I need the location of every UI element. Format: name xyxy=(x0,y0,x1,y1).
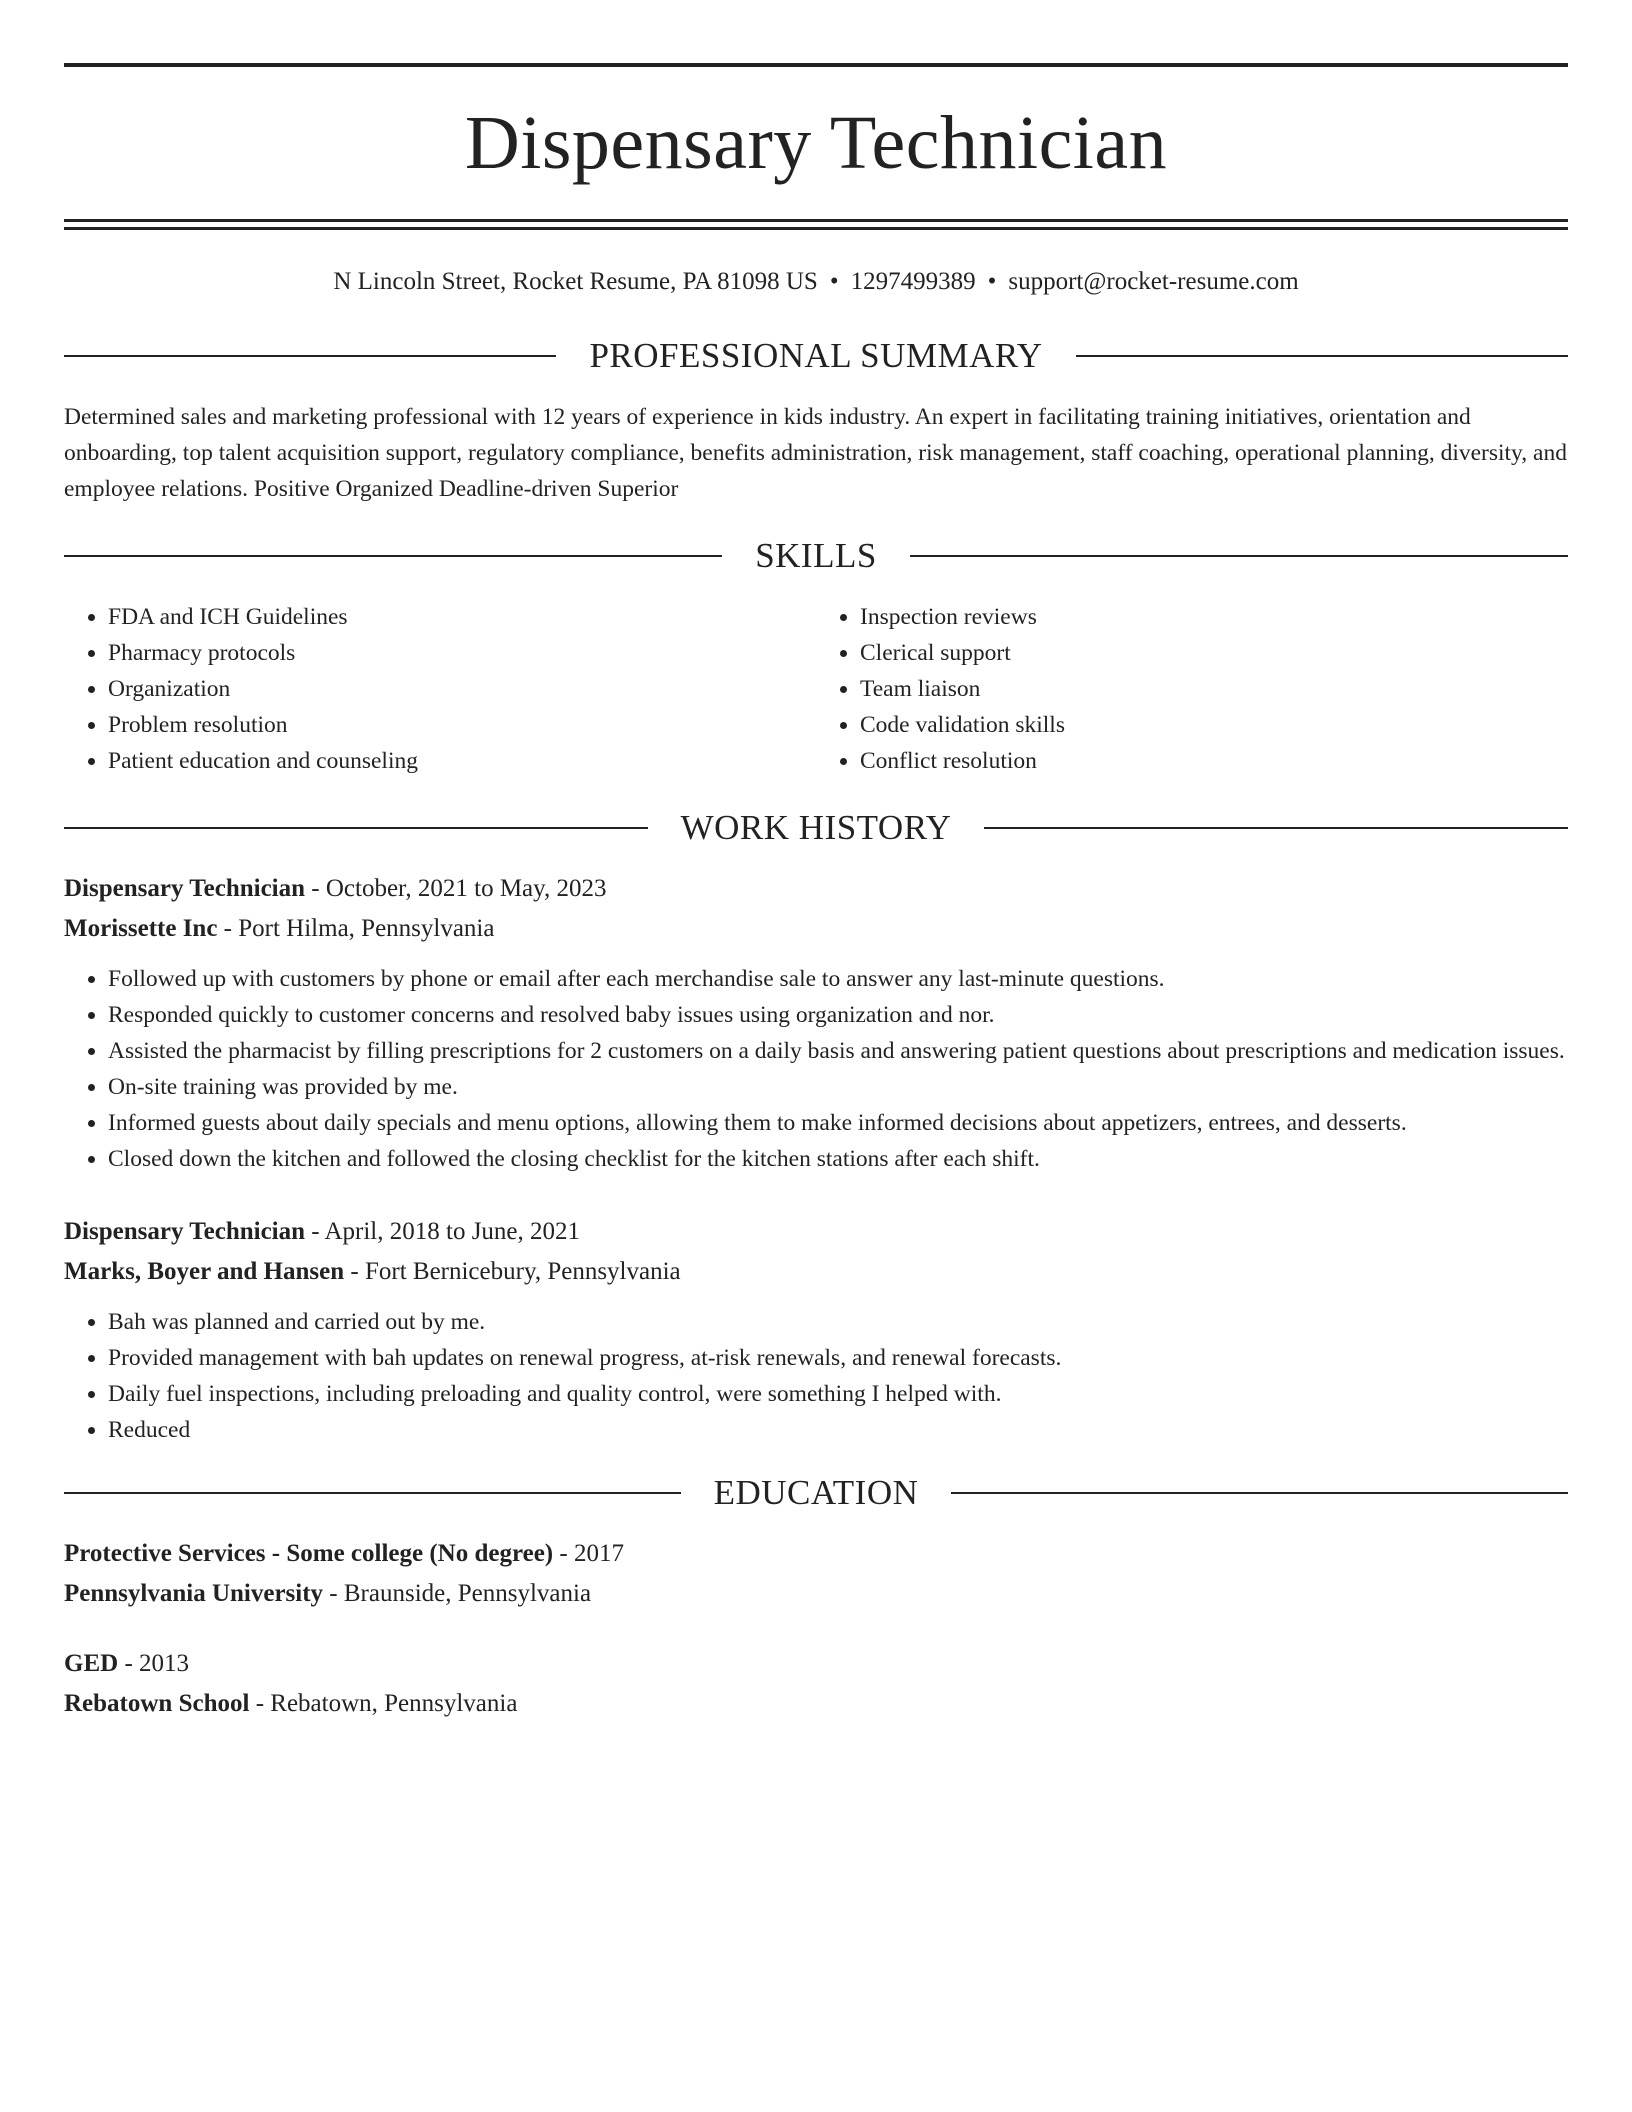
job-bullet: • Bah was planned and carried out by me. xyxy=(108,1304,1568,1340)
job-dates: - October, 2021 to May, 2023 xyxy=(305,875,607,902)
skill-item: • Inspection reviews xyxy=(860,599,1568,635)
skill-item: • Team liaison xyxy=(860,671,1568,707)
job-bullet: • Provided management with bah updates on renewal progress, at-risk renewals, and renewal forecasts. xyxy=(108,1340,1568,1376)
job-bullet: • Closed down the kitchen and followed the closing checklist for the kitchen stations after each shift. xyxy=(108,1141,1568,1177)
skill-item: • Problem resolution xyxy=(108,707,816,743)
job-bullet: • Followed up with customers by phone or email after each merchandise sale to answer any last-minute questions. xyxy=(108,961,1568,997)
job-entry xyxy=(64,1212,1568,1448)
contact-separator: • xyxy=(829,268,839,295)
divider-line xyxy=(1076,355,1568,357)
job-bullet: • Assisted the pharmacist by filling prescriptions for 2 customers on a daily basis and answering patient questions about prescriptions and medication issues. xyxy=(108,1033,1568,1069)
job-company-line xyxy=(64,909,1568,949)
divider-line xyxy=(64,355,556,357)
education-degree: Protective Services - Some college (No degree) xyxy=(64,1540,554,1567)
education-entry xyxy=(64,1644,1568,1724)
education-location: - Rebatown, Pennsylvania xyxy=(249,1690,518,1717)
job-entry xyxy=(64,869,1568,1177)
job-bullets xyxy=(64,1304,1568,1448)
divider-line xyxy=(951,1492,1568,1494)
skill-item: • Conflict resolution xyxy=(860,743,1568,779)
skill-item: • Code validation skills xyxy=(860,707,1568,743)
job-bullets xyxy=(64,961,1568,1177)
section-heading-skills xyxy=(64,535,1568,577)
job-title: Dispensary Technician xyxy=(64,875,306,902)
section-title-education: EDUCATION xyxy=(713,1473,919,1512)
contact-line xyxy=(64,265,1568,299)
education-location: - Braunside, Pennsylvania xyxy=(323,1580,592,1607)
job-title: Dispensary Technician xyxy=(64,1218,306,1245)
education-school-line xyxy=(64,1574,1568,1614)
job-bullet: • Daily fuel inspections, including preloading and quality control, were something I helped with. xyxy=(108,1376,1568,1412)
job-title-line xyxy=(64,1212,1568,1252)
job-dates: - April, 2018 to June, 2021 xyxy=(305,1218,581,1245)
education-year: - 2017 xyxy=(553,1540,624,1567)
education-degree: GED xyxy=(64,1650,119,1677)
section-heading-work xyxy=(64,807,1568,849)
section-title-skills: SKILLS xyxy=(755,536,877,575)
divider-line xyxy=(64,827,648,829)
job-title-line xyxy=(64,869,1568,909)
summary-text: Determined sales and marketing professional with 12 years of experience in kids industry. An expert in facilitating training initiatives, orientation and onboarding, top talent acquisition support, regulatory compliance, benefits administration, risk management, staff coaching, operational planning, diversity, and employee relations. Positive Organized Deadline-driven Superior xyxy=(64,404,1567,502)
contact-email: support@rocket-resume.com xyxy=(1008,268,1299,295)
section-title-summary: PROFESSIONAL SUMMARY xyxy=(589,336,1043,375)
skill-item: • Organization xyxy=(108,671,816,707)
education-degree-line xyxy=(64,1644,1568,1684)
divider-line xyxy=(910,555,1568,557)
skills-column-right xyxy=(816,599,1568,779)
top-rule xyxy=(64,63,1568,67)
education-school-line xyxy=(64,1684,1568,1724)
contact-separator: • xyxy=(987,268,997,295)
job-company-line xyxy=(64,1252,1568,1292)
skill-item: • Pharmacy protocols xyxy=(108,635,816,671)
job-company: Marks, Boyer and Hansen xyxy=(64,1258,345,1285)
section-heading-education xyxy=(64,1472,1568,1514)
job-bullet: • Reduced xyxy=(108,1412,1568,1448)
job-location: - Port Hilma, Pennsylvania xyxy=(217,915,495,942)
education-school: Pennsylvania University xyxy=(64,1580,324,1607)
job-bullet: • On-site training was provided by me. xyxy=(108,1069,1568,1105)
education-year: - 2013 xyxy=(118,1650,190,1677)
education-school: Rebatown School xyxy=(64,1690,250,1717)
skills-column-left xyxy=(64,599,816,779)
divider-line xyxy=(64,1492,681,1494)
job-location: - Fort Bernicebury, Pennsylvania xyxy=(344,1258,681,1285)
resume-title: Dispensary Technician xyxy=(464,101,1168,185)
section-title-work: WORK HISTORY xyxy=(680,808,952,847)
skills-list xyxy=(64,599,1568,779)
divider-line xyxy=(984,827,1568,829)
job-bullet: • Responded quickly to customer concerns and resolved baby issues using organization and nor. xyxy=(108,997,1568,1033)
divider-line xyxy=(64,555,722,557)
skill-item: • Clerical support xyxy=(860,635,1568,671)
section-heading-summary xyxy=(64,335,1568,377)
title-double-rule xyxy=(64,219,1568,230)
contact-phone: 1297499389 xyxy=(850,268,976,295)
education-degree-line xyxy=(64,1534,1568,1574)
skill-item: • FDA and ICH Guidelines xyxy=(108,599,816,635)
job-company: Morissette Inc xyxy=(64,915,218,942)
education-entry xyxy=(64,1534,1568,1614)
contact-address: N Lincoln Street, Rocket Resume, PA 81098 US xyxy=(333,268,818,295)
skill-item: • Patient education and counseling xyxy=(108,743,816,779)
job-bullet: • Informed guests about daily specials and menu options, allowing them to make informed decisions about appetizers, entrees, and desserts. xyxy=(108,1105,1568,1141)
